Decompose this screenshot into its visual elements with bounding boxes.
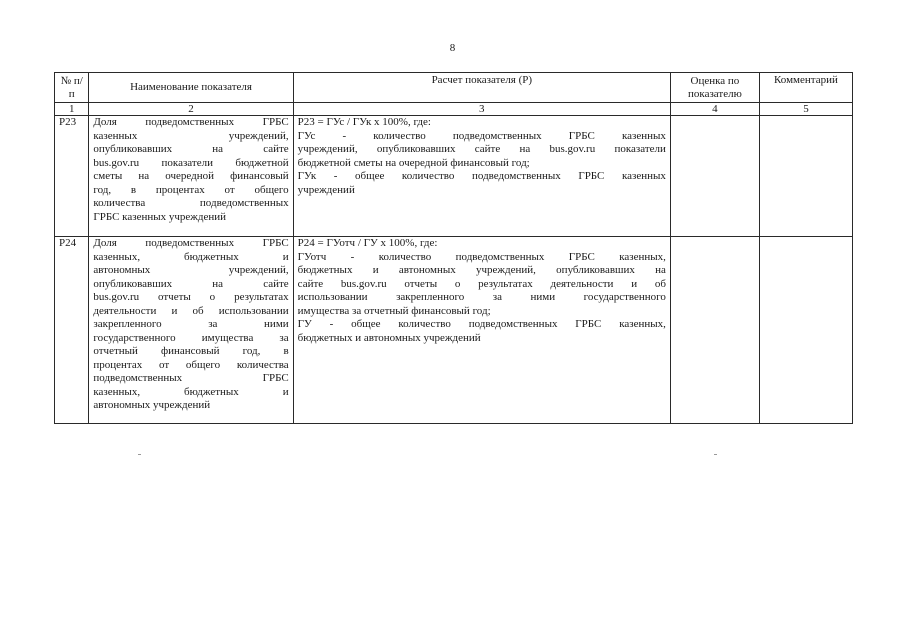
cell-line: ГУ - общее количество подведомственных ГРБС казенных, [297, 318, 666, 330]
cell-line: деятельности и об использовании [93, 304, 289, 317]
scan-speck [138, 454, 141, 455]
cell-line: ГУотч - количество подведомственных ГРБС казенных, [297, 250, 666, 263]
cell-line: Доля подведомственных ГРБС [93, 237, 289, 249]
indicator-name [89, 237, 293, 424]
cell-line: отчетный финансовый год, в [93, 345, 289, 357]
index-cell: 3 [293, 103, 670, 116]
cell-line: ГУк - общее количество подведомственных ГРБС казенных [297, 170, 666, 182]
index-row [55, 103, 853, 116]
header-num: № п/п [55, 73, 89, 103]
cell-line: bus.gov.ru отчеты о результатах [93, 291, 289, 303]
indicator-score [670, 116, 759, 237]
cell-line: использовании закрепленного за ними государственного [297, 291, 666, 303]
cell-line: имущества за отчетный финансовый год; [297, 304, 491, 317]
index-cell: 2 [89, 103, 293, 116]
cell-line: учреждений, опубликовавших сайте на bus.gov.ru показатели [297, 143, 666, 155]
cell-line: P24 = ГУотч / ГУ х 100%, где: [297, 237, 438, 249]
row-number: P23 [55, 116, 89, 237]
scan-speck [714, 454, 717, 455]
header-name: Наименование показателя [89, 73, 293, 103]
cell-line: bus.gov.ru показатели бюджетной [93, 156, 289, 169]
cell-line: автономных учреждений, [93, 264, 289, 276]
cell-line: P23 = ГУс / ГУк х 100%, где: [297, 116, 431, 128]
indicator-comment [759, 116, 852, 237]
index-cell: 4 [670, 103, 759, 116]
header-score: Оценка по показателю [670, 73, 759, 103]
indicator-score [670, 237, 759, 424]
cell-line: год, в процентах от общего [93, 183, 289, 196]
indicator-name [89, 116, 293, 237]
cell-line: сметы на очередной финансовый [93, 170, 289, 182]
header-calc: Расчет показателя (P) [293, 73, 670, 103]
cell-line: казенных, бюджетных и [93, 385, 289, 398]
cell-line: Доля подведомственных ГРБС [93, 116, 289, 128]
table-row [55, 116, 853, 237]
cell-line: опубликовавших на сайте [93, 277, 289, 290]
cell-line: учреждений [297, 183, 355, 196]
cell-line: процентах от общего количества [93, 358, 289, 371]
table-row [55, 237, 853, 424]
indicator-calculation [293, 116, 670, 237]
cell-line: казенных учреждений, [93, 129, 289, 142]
index-cell: 1 [55, 103, 89, 116]
cell-line: ГУс - количество подведомственных ГРБС казенных [297, 129, 666, 142]
header-row [55, 73, 853, 103]
indicator-calculation [293, 237, 670, 424]
header-comment: Комментарий [759, 73, 852, 103]
indicator-comment [759, 237, 852, 424]
cell-line: ГРБС казенных учреждений [93, 210, 227, 223]
cell-line: казенных, бюджетных и [93, 250, 289, 263]
cell-line: сайте bus.gov.ru отчеты о результатах деятельности и об [297, 277, 666, 290]
indicator-table [54, 72, 853, 424]
cell-line: бюджетных и автономных учреждений, опубликовавших на [297, 264, 666, 276]
cell-line: подведомственных ГРБС [93, 372, 289, 384]
cell-line: закрепленного за ними [93, 318, 289, 330]
cell-line: государственного имущества за [93, 331, 289, 344]
page-number: 8 [449, 42, 456, 54]
row-number: P24 [55, 237, 89, 424]
cell-line: бюджетных и автономных учреждений [297, 331, 481, 344]
cell-line: автономных учреждений [93, 399, 211, 411]
cell-line: бюджетной сметы на очередной финансовый год; [297, 156, 530, 169]
index-cell: 5 [759, 103, 852, 116]
cell-line: количества подведомственных [93, 197, 289, 209]
cell-line: опубликовавших на сайте [93, 143, 289, 155]
